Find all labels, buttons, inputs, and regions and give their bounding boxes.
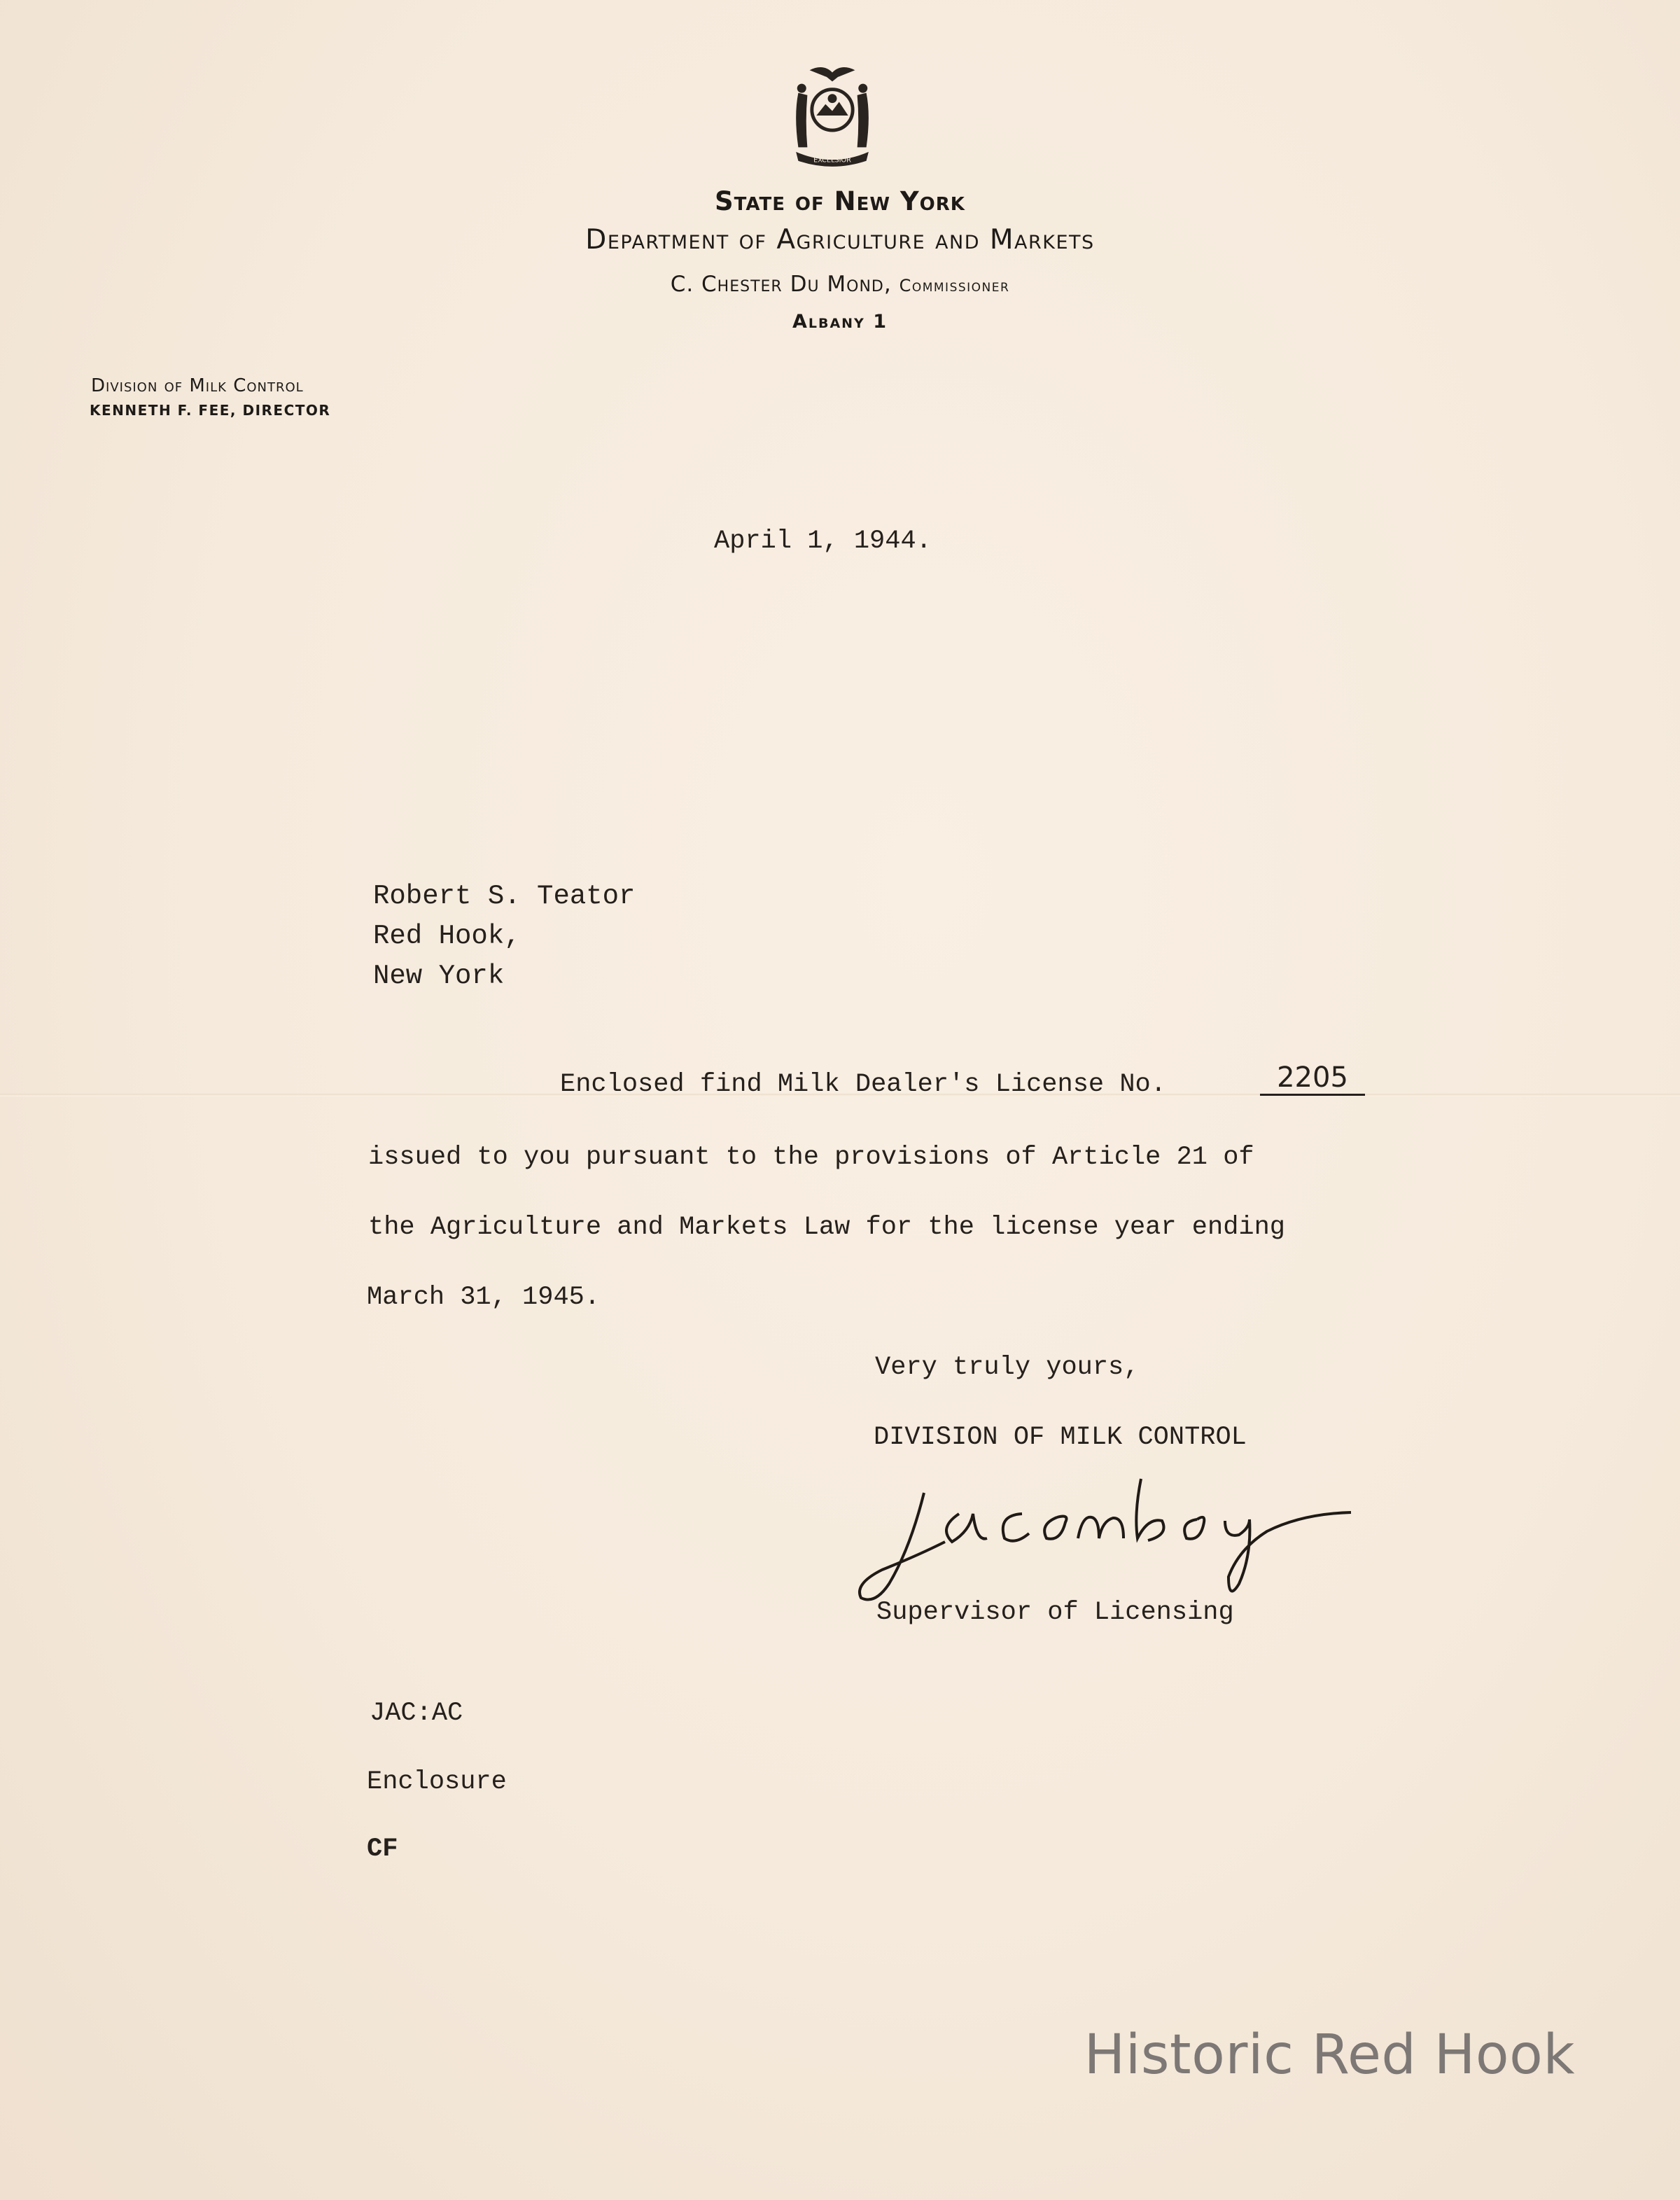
- license-number: 2205: [1260, 1061, 1365, 1096]
- division-name: Division of Milk Control: [91, 375, 304, 396]
- body-line-3: the Agriculture and Markets Law for the license year ending: [368, 1213, 1286, 1242]
- recipient-city: Red Hook,: [373, 921, 521, 952]
- recipient-address: [373, 877, 635, 996]
- commissioner-title: Commissioner: [899, 276, 1010, 295]
- letterhead-city: Albany 1: [792, 311, 888, 333]
- closing: Very truly yours,: [875, 1353, 1140, 1382]
- handwritten-signature: [847, 1465, 1379, 1612]
- signer-title: Supervisor of Licensing: [876, 1598, 1234, 1627]
- watermark: Historic Red Hook: [1084, 2024, 1575, 2087]
- cc-note: CF: [367, 1835, 398, 1864]
- reference-initials: JAC:AC: [370, 1699, 463, 1728]
- body-line-1: Enclosed find Milk Dealer's License No.: [560, 1070, 1166, 1099]
- letterhead-state: State of New York: [715, 186, 965, 216]
- sender-division: DIVISION OF MILK CONTROL: [874, 1423, 1247, 1452]
- letterhead-commissioner: [0, 272, 1680, 297]
- recipient-name: Robert S. Teator: [373, 881, 636, 912]
- state-seal-icon: [776, 59, 889, 172]
- letterhead-department: Department of Agriculture and Markets: [585, 224, 1095, 256]
- enclosure-note: Enclosure: [367, 1767, 507, 1797]
- division-director: KENNETH F. FEE, DIRECTOR: [90, 402, 331, 419]
- svg-text:EXCELSIOR: EXCELSIOR: [813, 156, 851, 165]
- recipient-state: New York: [373, 961, 505, 991]
- body-line-4: March 31, 1945.: [367, 1283, 601, 1312]
- letter-date: April 1, 1944.: [714, 527, 932, 556]
- commissioner-name: C. Chester Du Mond,: [670, 272, 892, 297]
- body-line-2: issued to you pursuant to the provisions of Article 21 of: [368, 1143, 1254, 1172]
